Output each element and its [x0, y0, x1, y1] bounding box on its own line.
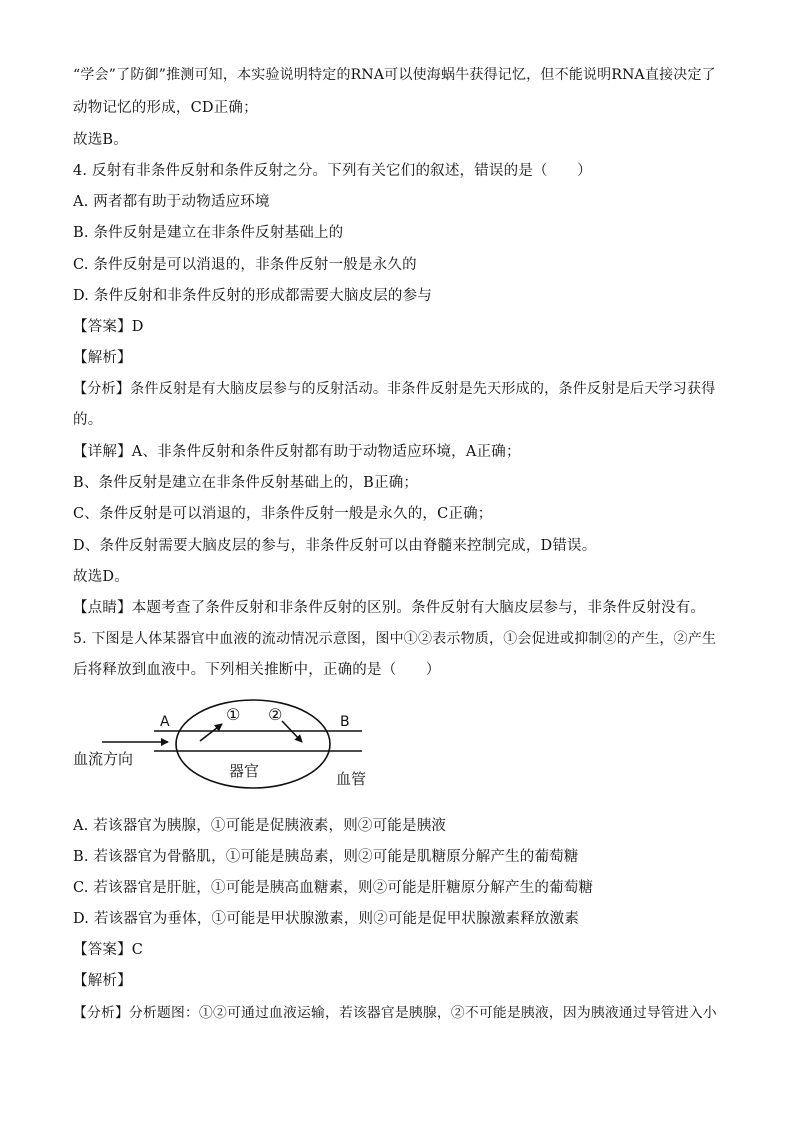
label-blood-flow: 血流方向 — [73, 750, 134, 768]
label-substance-2: ② — [268, 705, 283, 724]
option-a: A. 若该器官为胰腺，①可能是促胰液素，则②可能是胰液 — [73, 818, 447, 834]
question-5-stem: 5. 下图是人体某器官中血液的流动情况示意图，图中①②表示物质，①会促进或抑制②的产生，②产生 — [73, 631, 717, 647]
question-5-stem: 后将释放到血液中。下列相关推断中，正确的是（ ） — [73, 662, 441, 678]
answer-line: 【答案】D — [73, 319, 144, 335]
text-line: 【点睛】本题考查了条件反射和非条件反射的区别。条件反射有大脑皮层参与，非条件反射没有。 — [73, 600, 706, 616]
text-line: 动物记忆的形成，CD正确； — [73, 100, 258, 116]
text-line: “学会”了防御”推测可知，本实验说明特定的RNA可以使海蜗牛获得记忆，但不能说明RNA直接决定了 — [73, 67, 716, 83]
substance-1-arrow — [200, 724, 222, 741]
label-b: B — [340, 714, 350, 730]
text-line: 故选B。 — [73, 132, 128, 148]
answer-line: 【答案】C — [73, 942, 144, 958]
text-line: 故选D。 — [73, 569, 129, 585]
text-line: D、条件反射需要大脑皮层的参与，非条件反射可以由脊髓来控制完成，D错误。 — [73, 538, 597, 554]
question-4-stem: 4. 反射有非条件反射和条件反射之分。下列有关它们的叙述，错误的是（ ） — [73, 163, 592, 179]
text-line: 【分析】分析题图：①②可通过血液运输，若该器官是胰腺，②不可能是胰液，因为胰液通过导管进入小 — [73, 1005, 717, 1021]
text-line: 的。 — [73, 412, 103, 428]
analysis-heading: 【解析】 — [73, 350, 132, 366]
option-d: D. 条件反射和非条件反射的形成都需要大脑皮层的参与 — [73, 288, 433, 304]
text-line: 【详解】A、非条件反射和条件反射都有助于动物适应环境，A正确； — [73, 444, 521, 460]
option-d: D. 若该器官为垂体，①可能是甲状腺激素，则②可能是促甲状腺激素释放激素 — [73, 911, 580, 927]
analysis-heading: 【解析】 — [73, 973, 132, 989]
label-vessel: 血管 — [336, 770, 367, 788]
label-organ: 器官 — [229, 762, 260, 780]
option-a: A. 两者都有助于动物适应环境 — [73, 194, 270, 210]
label-a: A — [160, 714, 170, 730]
text-line: C、条件反射是可以消退的，非条件反射一般是永久的，C正确； — [73, 506, 493, 522]
option-c: C. 条件反射是可以消退的，非条件反射一般是永久的 — [73, 257, 417, 273]
option-b: B. 条件反射是建立在非条件反射基础上的 — [73, 225, 344, 241]
option-b: B. 若该器官为骨骼肌，①可能是胰岛素，则②可能是肌糖原分解产生的葡萄糖 — [73, 849, 579, 865]
option-c: C. 若该器官是肝脏，①可能是胰高血糖素，则②可能是肝糖原分解产生的葡萄糖 — [73, 880, 594, 896]
label-substance-1: ① — [226, 705, 241, 724]
text-line: 【分析】条件反射是有大脑皮层参与的反射活动。非条件反射是先天形成的，条件反射是后天学习获得 — [73, 381, 716, 397]
blood-flow-diagram — [72, 698, 372, 794]
text-line: B、条件反射是建立在非条件反射基础上的，B正确； — [73, 475, 419, 491]
